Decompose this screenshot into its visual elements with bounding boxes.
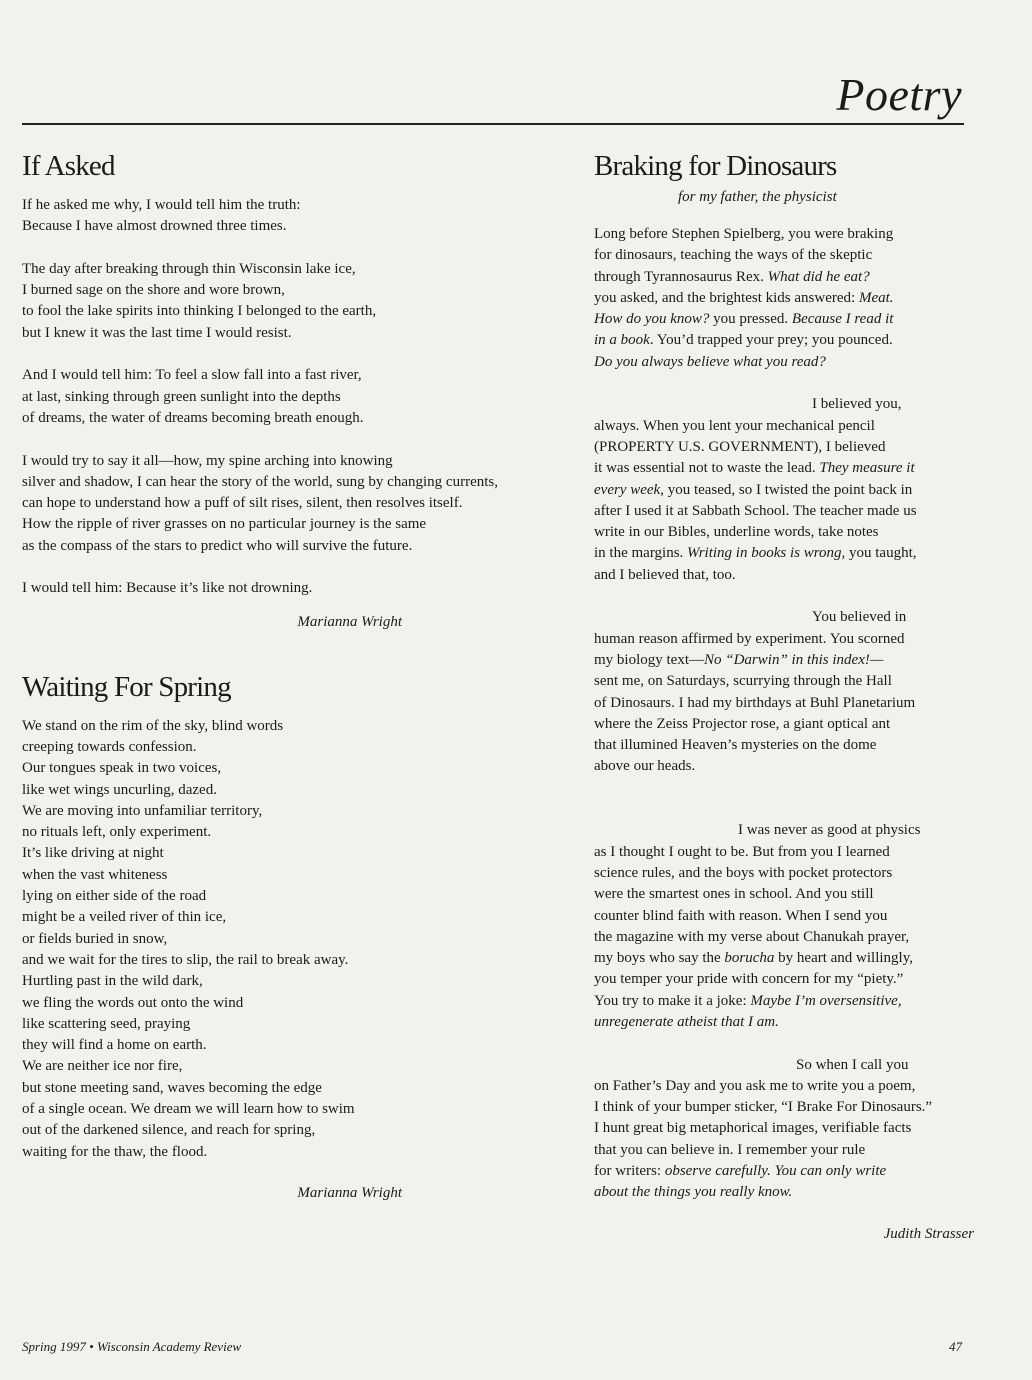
poem-line: silver and shadow, I can hear the story of the world, sung by changing currents, xyxy=(22,473,498,490)
poem-line: science rules, and the boys with pocket protectors xyxy=(594,864,893,881)
line-text: you pressed. xyxy=(709,311,792,328)
poem-line: or fields buried in snow, xyxy=(22,930,168,947)
section-heading: Poetry xyxy=(836,69,962,120)
poem-line: we fling the words out onto the wind xyxy=(22,994,244,1011)
poem-line: I think of your bumper sticker, “I Brake For Dinosaurs.” xyxy=(594,1099,933,1116)
stanza-break xyxy=(22,557,542,578)
line-text: it was essential not to waste the lead. xyxy=(594,460,820,477)
poem-line: I was never as good at physics xyxy=(738,822,921,839)
poem-braking-for-dinosaurs xyxy=(594,150,974,1243)
page-number: 47 xyxy=(949,1339,962,1354)
poem-line: like scattering seed, praying xyxy=(22,1015,191,1032)
poem-line: at last, sinking through green sunlight into the depths xyxy=(22,388,341,405)
poem-line: on Father’s Day and you ask me to write you a poem, xyxy=(594,1077,916,1094)
poem-waiting-for-spring xyxy=(22,671,542,1202)
line-italic: Because I read it xyxy=(791,311,894,328)
poem-line xyxy=(594,330,974,351)
right-column xyxy=(594,150,974,1243)
poem-line: and I believed that, too. xyxy=(594,566,736,583)
poem-line: We stand on the rim of the sky, blind words xyxy=(22,717,284,734)
poem-line: you temper your pride with concern for my “piety.” xyxy=(594,971,904,988)
poem-line: where the Zeiss Projector rose, a giant optical ant xyxy=(594,715,891,732)
poem-title: Waiting For Spring xyxy=(22,670,231,703)
poem-line: I believed you, xyxy=(812,396,902,413)
line-italic: borucha xyxy=(724,950,775,967)
poem-line: like wet wings uncurling, dazed. xyxy=(22,781,217,798)
poem-line: to fool the lake spirits into thinking I belonged to the earth, xyxy=(22,303,377,320)
poem-line xyxy=(594,991,974,1012)
poem-line: Hurtling past in the wild dark, xyxy=(22,973,203,990)
poem-line: sent me, on Saturdays, scurrying through the Hall xyxy=(594,673,892,690)
poem-line xyxy=(594,458,974,479)
poem-line: that illumined Heaven’s mysteries on the dome xyxy=(594,737,877,754)
poem-line: How the ripple of river grasses on no particular journey is the same xyxy=(22,516,427,533)
poem-line: the magazine with my verse about Chanukah prayer, xyxy=(594,928,910,945)
poem-body xyxy=(22,716,542,1163)
poem-author: Marianna Wright xyxy=(297,1184,402,1201)
line-italic: Maybe I’m oversensitive, xyxy=(750,992,902,1009)
poem-line: It’s like driving at night xyxy=(22,845,164,862)
poem-line xyxy=(594,309,974,330)
line-italic: No “Darwin” in this index!— xyxy=(704,651,884,668)
poem-line: And I would tell him: To feel a slow fall into a fast river, xyxy=(22,367,362,384)
poem-line: waiting for the thaw, the flood. xyxy=(22,1143,208,1160)
poem-line: about the things you really know. xyxy=(594,1184,793,1201)
poem-line: were the smartest ones in school. And you still xyxy=(594,886,874,903)
poem-line: always. When you lent your mechanical pencil xyxy=(594,417,875,434)
line-text: in the margins. xyxy=(594,545,688,562)
poem-line: human reason affirmed by experiment. You scorned xyxy=(594,630,905,647)
poem-line: lying on either side of the road xyxy=(22,888,207,905)
poem-line xyxy=(594,1161,974,1182)
poem-line: The day after breaking through thin Wisconsin lake ice, xyxy=(22,260,356,277)
poem-line: can hope to understand how a puff of silt rises, silent, then resolves itself. xyxy=(22,495,463,512)
poem-line: of dreams, the water of dreams becoming breath enough. xyxy=(22,409,364,426)
line-italic: in a book xyxy=(594,332,650,349)
poem-line: write in our Bibles, underline words, take notes xyxy=(594,524,879,541)
poem-line: I hunt great big metaphorical images, verifiable facts xyxy=(594,1120,912,1137)
line-italic: Writing in books is wrong xyxy=(687,545,842,562)
poem-line xyxy=(594,650,974,671)
line-text: . You’d trapped your prey; you pounced. xyxy=(649,332,893,349)
line-italic: How do you know? xyxy=(594,311,710,328)
poem-line: So when I call you xyxy=(796,1056,909,1073)
poem-if-asked xyxy=(22,150,542,631)
line-text: for writers: xyxy=(594,1163,665,1180)
line-text: by heart and willingly, xyxy=(774,950,914,967)
poem-line: I would tell him: Because it’s like not drowning. xyxy=(22,580,313,597)
poem-line: as I thought I ought to be. But from you I learned xyxy=(594,843,890,860)
footer-publication: Spring 1997 • Wisconsin Academy Review xyxy=(22,1339,242,1354)
poem-line: We are neither ice nor fire, xyxy=(22,1058,183,1075)
line-text: through Tyrannosaurus Rex. xyxy=(594,268,768,285)
poem-line xyxy=(594,543,974,564)
line-text: my biology text— xyxy=(594,651,704,668)
poem-line: for dinosaurs, teaching the ways of the skeptic xyxy=(594,247,873,264)
poem-line: unregenerate atheist that I am. xyxy=(594,1013,779,1030)
poem-line xyxy=(594,480,974,501)
poem-line: that you can believe in. I remember your rule xyxy=(594,1141,866,1158)
line-text: , you taught, xyxy=(841,545,917,562)
poem-line: creeping towards confession. xyxy=(22,738,197,755)
left-column xyxy=(22,150,542,1202)
poem-title: Braking for Dinosaurs xyxy=(594,150,837,182)
poem-line: might be a veiled river of thin ice, xyxy=(22,909,227,926)
poem-line: after I used it at Sabbath School. The teacher made us xyxy=(594,502,917,519)
poem-line: of Dinosaurs. I had my birthdays at Buhl Planetarium xyxy=(594,694,916,711)
poem-line: but stone meeting sand, waves becoming the edge xyxy=(22,1079,322,1096)
poem-line: no rituals left, only experiment. xyxy=(22,824,212,841)
stanza-break xyxy=(22,238,542,259)
poem-author: Marianna Wright xyxy=(297,613,402,630)
poem-line: We are moving into unfamiliar territory, xyxy=(22,802,263,819)
poem-line: If he asked me why, I would tell him the truth: xyxy=(22,197,301,213)
poem-line: Our tongues speak in two voices, xyxy=(22,760,222,777)
poem-dedication: for my father, the physicist xyxy=(678,189,837,205)
poem-line: I would try to say it all—how, my spine arching into knowing xyxy=(22,452,393,469)
poem-line: of a single ocean. We dream we will learn how to swim xyxy=(22,1100,355,1117)
poem-line: they will find a home on earth. xyxy=(22,1037,207,1054)
stanza-break xyxy=(22,344,542,365)
poem-author: Judith Strasser xyxy=(883,1225,974,1242)
line-text: my boys who say the xyxy=(594,950,725,967)
poem-line: out of the darkened silence, and reach for spring, xyxy=(22,1122,316,1139)
poem-line xyxy=(594,288,974,309)
poem-line: counter blind faith with reason. When I send you xyxy=(594,907,888,924)
header-rule xyxy=(22,123,964,125)
poem-line: (PROPERTY U.S. GOVERNMENT), I believed xyxy=(594,438,886,455)
poem-body xyxy=(22,195,542,600)
line-text: you asked, and the brightest kids answered: xyxy=(594,289,859,306)
line-italic: Meat. xyxy=(858,289,894,306)
poem-line: You believed in xyxy=(812,609,907,626)
line-italic: observe carefully. You can only write xyxy=(664,1163,887,1180)
line-text: , you teased, so I twisted the point back in xyxy=(660,481,913,498)
line-italic: every week xyxy=(594,481,661,498)
poem-line: I burned sage on the shore and wore brown, xyxy=(22,282,285,299)
poem-line: but I knew it was the last time I would resist. xyxy=(22,324,292,341)
poem-line: when the vast whiteness xyxy=(22,866,168,883)
poem-line: Do you always believe what you read? xyxy=(594,353,826,370)
poem-line: above our heads. xyxy=(594,758,696,775)
poem-line: and we wait for the tires to slip, the rail to break away. xyxy=(22,951,349,968)
poem-title: If Asked xyxy=(22,150,115,182)
line-text: You try to make it a joke: xyxy=(594,992,751,1009)
stanza-break xyxy=(22,429,542,450)
poem-line: Long before Stephen Spielberg, you were braking xyxy=(594,226,894,242)
poem-line xyxy=(594,948,974,969)
poem-line: Because I have almost drowned three times. xyxy=(22,218,287,235)
poem-line: as the compass of the stars to predict who will survive the future. xyxy=(22,537,413,554)
poem-line xyxy=(594,267,974,288)
line-italic: What did he eat? xyxy=(767,268,870,285)
line-italic: They measure it xyxy=(819,460,915,477)
